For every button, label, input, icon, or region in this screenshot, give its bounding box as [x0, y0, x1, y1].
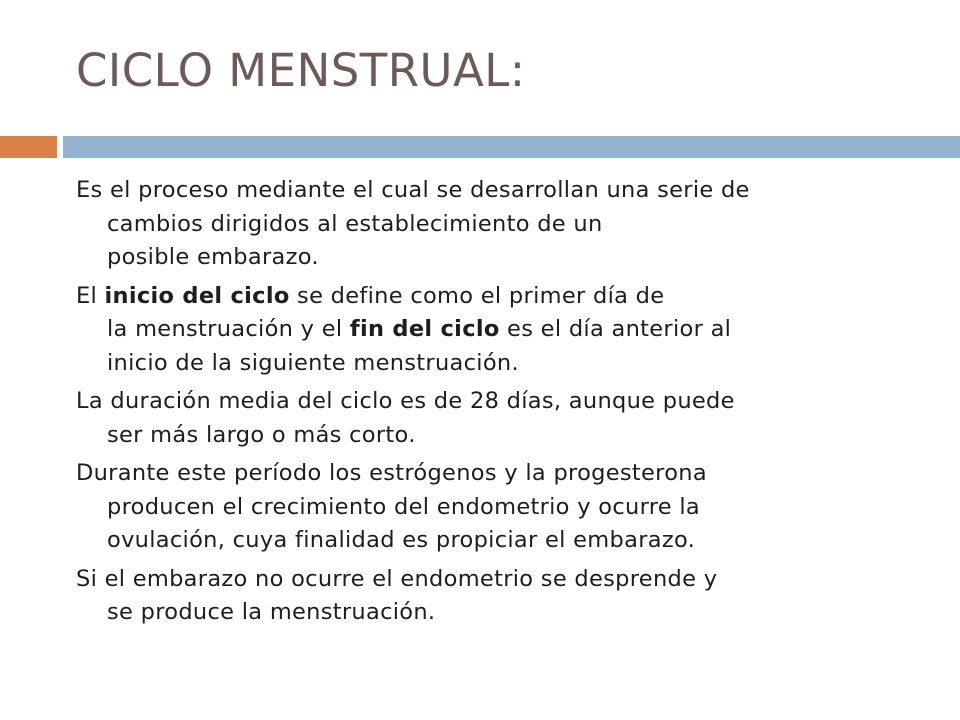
- paragraph-line: Durante este período los estrógenos y la progesterona: [76, 460, 707, 486]
- emphasis-cycle-end: fin del ciclo: [349, 316, 500, 342]
- paragraph-line: ser más largo o más corto.: [107, 421, 416, 448]
- paragraph-line: posible embarazo.: [107, 244, 319, 270]
- paragraph-text: se define como el primer día de: [289, 282, 665, 309]
- paragraph-text: es el día anterior al: [499, 316, 732, 342]
- paragraph-line: se produce la menstruación.: [107, 599, 436, 625]
- paragraph-line: ovulación, cuya finalidad es propiciar el embarazo.: [107, 527, 696, 553]
- slide-body: [76, 174, 936, 635]
- paragraph-definition: [76, 174, 936, 275]
- paragraph-hormones: [76, 457, 936, 558]
- paragraph-text: inicio de la siguiente menstruación.: [107, 349, 519, 376]
- paragraph-text: El: [76, 282, 105, 309]
- accent-bar-orange: [0, 136, 57, 158]
- accent-bar-blue: [63, 136, 960, 158]
- paragraph-line: Es el proceso mediante el cual se desarrollan una serie de: [76, 177, 750, 203]
- paragraph-line: La duración media del ciclo es de 28 días, aunque puede: [76, 388, 735, 414]
- paragraph-duration: [76, 385, 936, 452]
- paragraph-line: Si el embarazo no ocurre el endometrio se desprende y: [76, 565, 718, 592]
- paragraph-menstruation: [76, 563, 936, 630]
- paragraph-line: producen el crecimiento del endometrio y ocurre la: [107, 493, 701, 520]
- paragraph-line: cambios dirigidos al establecimiento de un: [107, 210, 603, 237]
- paragraph-text: la menstruación y el: [107, 316, 350, 342]
- emphasis-cycle-start: inicio del ciclo: [104, 282, 290, 309]
- paragraph-cycle-start-end: [76, 280, 936, 381]
- slide-title: CICLO MENSTRUAL:: [76, 44, 526, 97]
